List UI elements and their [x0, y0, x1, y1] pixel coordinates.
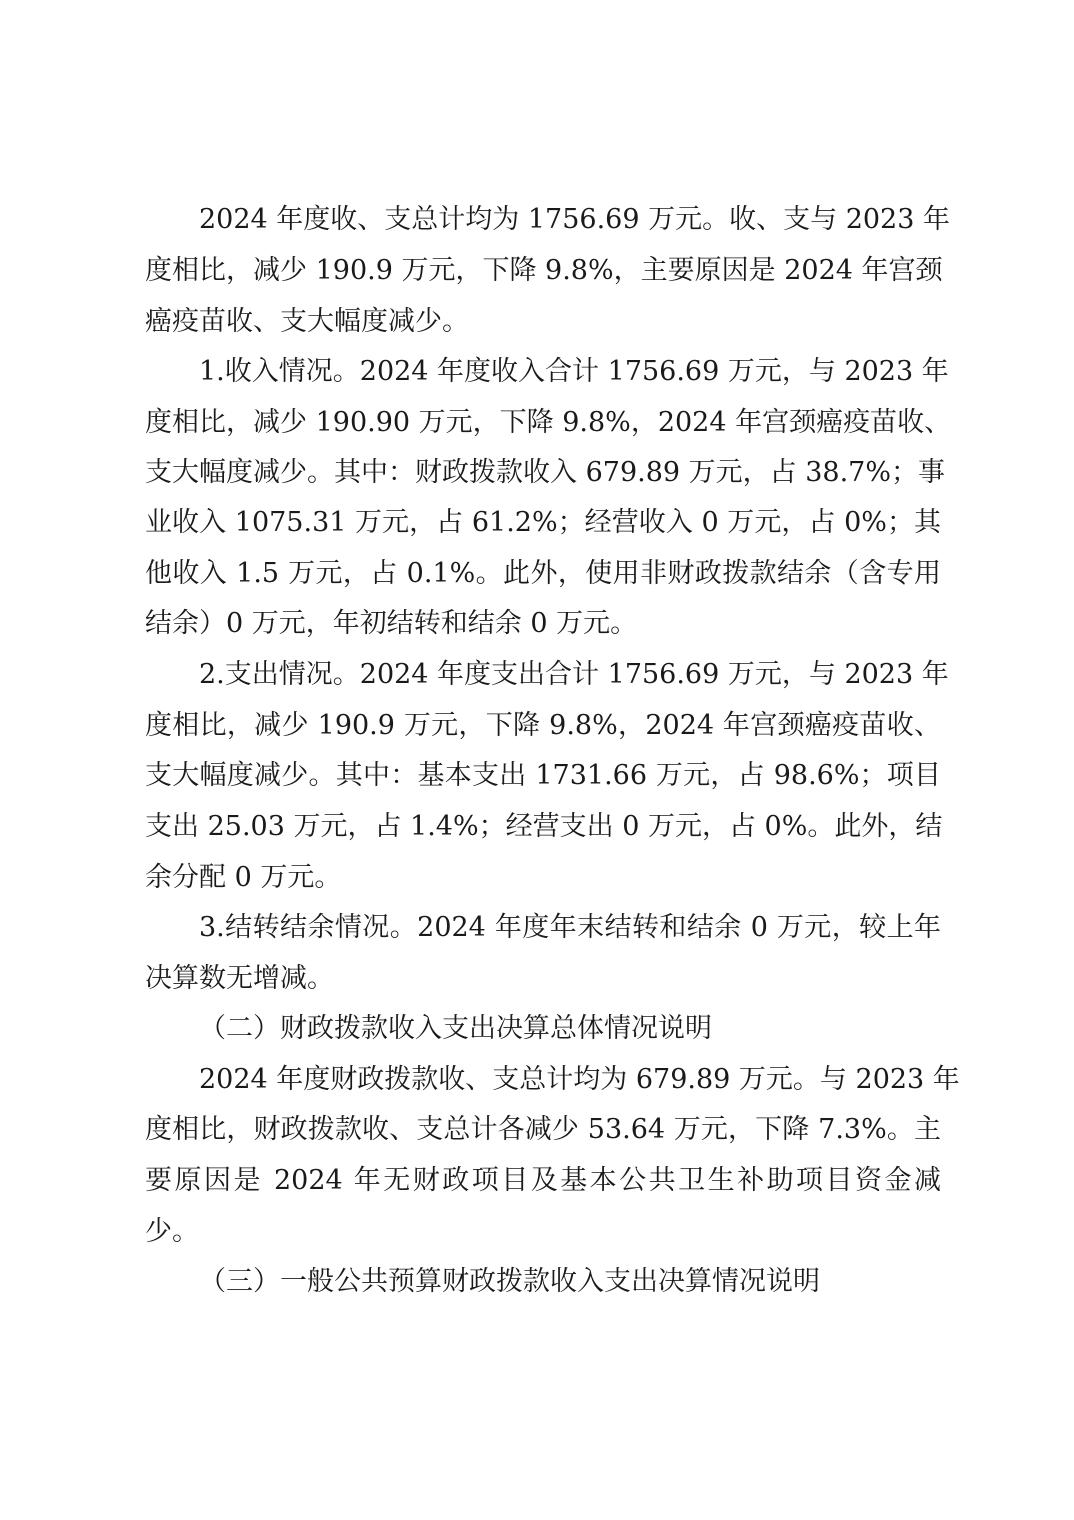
paragraph-line: 2024 年度财政拨款收、支总计均为 679.89 万元。与 2023 年 — [199, 1064, 960, 1095]
paragraph-line: 度相比，减少 190.9 万元，下降 9.8%，主要原因是 2024 年宫颈 — [145, 255, 943, 286]
paragraph-line: 癌疫苗收、支大幅度减少。 — [145, 306, 469, 337]
paragraph-line: 他收入 1.5 万元，占 0.1%。此外，使用非财政拨款结余（含专用 — [145, 558, 941, 589]
paragraph-line: 度相比，减少 190.9 万元，下降 9.8%，2024 年宫颈癌疫苗收、 — [145, 710, 941, 741]
paragraph-line: 业收入 1075.31 万元，占 61.2%；经营收入 0 万元，占 0%；其 — [145, 507, 941, 538]
paragraph-line: 支大幅度减少。其中：基本支出 1731.66 万元，占 98.6%；项目 — [145, 760, 941, 791]
paragraph-line: 结余）0 万元，年初结转和结余 0 万元。 — [145, 608, 638, 639]
paragraph-line: 少。 — [145, 1216, 199, 1247]
paragraph-line: 决算数无增减。 — [145, 963, 334, 994]
paragraph-line: 度相比，减少 190.90 万元，下降 9.8%，2024 年宫颈癌疫苗收、 — [145, 407, 952, 438]
paragraph-line: 1.收入情况。2024 年度收入合计 1756.69 万元，与 2023 年 — [199, 356, 949, 387]
paragraph-line: 度相比，财政拨款收、支总计各减少 53.64 万元，下降 7.3%。主 — [145, 1114, 941, 1145]
paragraph-line: 支大幅度减少。其中：财政拨款收入 679.89 万元，占 38.7%；事 — [145, 457, 945, 488]
paragraph-line: 支出 25.03 万元，占 1.4%；经营支出 0 万元，占 0%。此外，结 — [145, 811, 943, 842]
paragraph-line: 余分配 0 万元。 — [145, 862, 342, 893]
section-heading: （三）一般公共预算财政拨款收入支出决算情况说明 — [199, 1266, 820, 1297]
paragraph-line: 2.支出情况。2024 年度支出合计 1756.69 万元，与 2023 年 — [199, 659, 949, 690]
paragraph-line: 要原因是 2024 年无财政项目及基本公共卫生补助项目资金减 — [145, 1165, 941, 1196]
paragraph-line: 3.结转结余情况。2024 年度年末结转和结余 0 万元，较上年 — [199, 912, 941, 943]
section-heading: （二）财政拨款收入支出决算总体情况说明 — [199, 1013, 712, 1044]
paragraph-line: 2024 年度收、支总计均为 1756.69 万元。收、支与 2023 年 — [199, 204, 950, 235]
